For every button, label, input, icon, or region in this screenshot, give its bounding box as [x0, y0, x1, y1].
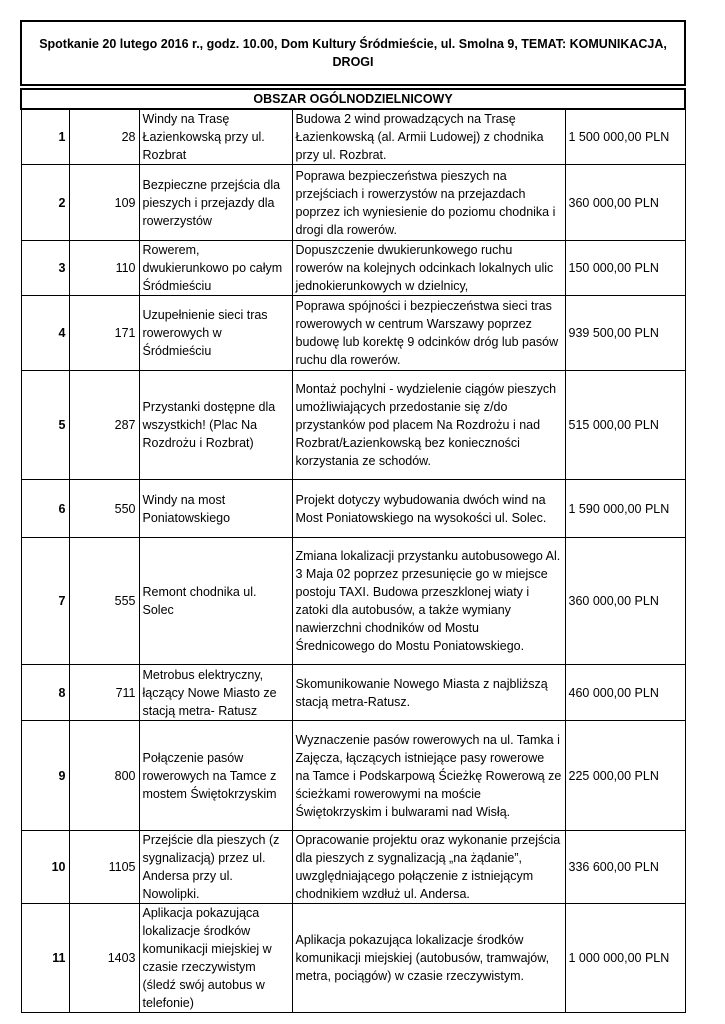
table-row — [21, 721, 685, 831]
project-cost: 1 590 000,00 PLN — [565, 480, 685, 538]
project-name: Połączenie pasów rowerowych na Tamce z mostem Świętokrzyskim — [139, 721, 292, 831]
row-number: 11 — [21, 904, 69, 1013]
row-number: 9 — [21, 721, 69, 831]
table-row — [21, 904, 685, 1013]
project-cost: 150 000,00 PLN — [565, 241, 685, 296]
table-row — [21, 165, 685, 241]
row-number: 5 — [21, 371, 69, 480]
table-row — [21, 296, 685, 371]
page-title: Spotkanie 20 lutego 2016 r., godz. 10.00, Dom Kultury Śródmieście, ul. Smolna 9, TEMAT: KOMUNIKACJA, DROGI — [21, 21, 685, 85]
project-id: 800 — [69, 721, 139, 831]
table-row — [21, 241, 685, 296]
project-id: 171 — [69, 296, 139, 371]
project-id: 555 — [69, 538, 139, 665]
row-number: 4 — [21, 296, 69, 371]
project-name: Bezpieczne przejścia dla pieszych i przejazdy dla rowerzystów — [139, 165, 292, 241]
project-description: Aplikacja pokazująca lokalizacje środków komunikacji miejskiej (autobusów, tramwajów, metra, pociągów) w czasie rzeczywistym. — [292, 904, 565, 1013]
table-row — [21, 109, 685, 165]
section-title: OBSZAR OGÓLNODZIELNICOWY — [21, 89, 685, 109]
project-description: Opracowanie projektu oraz wykonanie przejścia dla pieszych z sygnalizacją „na żądanie”, uwzględniającego połączenie z istniejącym chodnikiem wzdłuż ul. Andersa. — [292, 831, 565, 904]
table-row — [21, 665, 685, 721]
project-cost: 1 000 000,00 PLN — [565, 904, 685, 1013]
project-id: 1403 — [69, 904, 139, 1013]
title-row — [21, 21, 685, 85]
project-name: Metrobus elektryczny, łączący Nowe Miasto ze stacją metra- Ratusz — [139, 665, 292, 721]
project-name: Windy na Trasę Łazienkowską przy ul. Rozbrat — [139, 109, 292, 165]
project-id: 711 — [69, 665, 139, 721]
project-name: Przystanki dostępne dla wszystkich! (Plac Na Rozdrożu i Rozbrat) — [139, 371, 292, 480]
project-description: Poprawa spójności i bezpieczeństwa sieci tras rowerowych w centrum Warszawy poprzez budowę lub korektę 9 odcinków dróg lub pasów ruchu dla rowerów. — [292, 296, 565, 371]
row-number: 3 — [21, 241, 69, 296]
project-id: 550 — [69, 480, 139, 538]
project-id: 28 — [69, 109, 139, 165]
project-name: Remont chodnika ul. Solec — [139, 538, 292, 665]
project-name: Aplikacja pokazująca lokalizacje środków komunikacji miejskiej w czasie rzeczywistym (śledź swój autobus w telefonie) — [139, 904, 292, 1013]
project-cost: 1 500 000,00 PLN — [565, 109, 685, 165]
table-row — [21, 480, 685, 538]
project-id: 109 — [69, 165, 139, 241]
project-id: 1105 — [69, 831, 139, 904]
project-description: Dopuszczenie dwukierunkowego ruchu rowerów na kolejnych odcinkach lokalnych ulic jednokierunkowych w dzielnicy, — [292, 241, 565, 296]
row-number: 10 — [21, 831, 69, 904]
project-name: Uzupełnienie sieci tras rowerowych w Śródmieściu — [139, 296, 292, 371]
project-description: Wyznaczenie pasów rowerowych na ul. Tamka i Zajęcza, łączących istniejące pasy rowerowe na Tamce i Podskarpową Ścieżkę Rowerową ze ścieżkami rowerowymi na moście Świętokrzyskim i bulwarami nad Wisłą. — [292, 721, 565, 831]
project-name: Przejście dla pieszych (z sygnalizacją) przez ul. Andersa przy ul. Nowolipki. — [139, 831, 292, 904]
row-number: 1 — [21, 109, 69, 165]
row-number: 7 — [21, 538, 69, 665]
table-row — [21, 371, 685, 480]
project-cost: 360 000,00 PLN — [565, 538, 685, 665]
table-row — [21, 831, 685, 904]
project-cost: 225 000,00 PLN — [565, 721, 685, 831]
project-description: Zmiana lokalizacji przystanku autobusowego Al. 3 Maja 02 poprzez przesunięcie go w miejsce postoju TAXI. Budowa przeszklonej wiaty i zatoki dla autobusów, a także wymiany nawierzchni chodników od Mostu Średnicowego do Mostu Poniatowskiego. — [292, 538, 565, 665]
row-number: 2 — [21, 165, 69, 241]
row-number: 6 — [21, 480, 69, 538]
section-row — [21, 89, 685, 109]
project-id: 287 — [69, 371, 139, 480]
project-cost: 939 500,00 PLN — [565, 296, 685, 371]
project-description: Budowa 2 wind prowadzących na Trasę Łazienkowską (al. Armii Ludowej) z chodnika przy ul. Rozbrat. — [292, 109, 565, 165]
project-cost: 360 000,00 PLN — [565, 165, 685, 241]
project-description: Projekt dotyczy wybudowania dwóch wind na Most Poniatowskiego na wysokości ul. Solec. — [292, 480, 565, 538]
project-cost: 460 000,00 PLN — [565, 665, 685, 721]
project-id: 110 — [69, 241, 139, 296]
project-description: Montaż pochylni - wydzielenie ciągów pieszych umożliwiających przedostanie się z/do przystanków pod placem Na Rozdrożu i nad Rozbrat/Łazienkowską bez konieczności korzystania ze schodów. — [292, 371, 565, 480]
project-cost: 515 000,00 PLN — [565, 371, 685, 480]
table-row — [21, 538, 685, 665]
projects-table — [20, 20, 686, 1013]
project-name: Windy na most Poniatowskiego — [139, 480, 292, 538]
row-number: 8 — [21, 665, 69, 721]
project-description: Skomunikowanie Nowego Miasta z najbliższą stacją metra-Ratusz. — [292, 665, 565, 721]
project-cost: 336 600,00 PLN — [565, 831, 685, 904]
project-description: Poprawa bezpieczeństwa pieszych na przejściach i rowerzystów na przejazdach poprzez ich wyniesienie do poziomu chodnika i drogi dla rowerów. — [292, 165, 565, 241]
project-name: Rowerem, dwukierunkowo po całym Śródmieściu — [139, 241, 292, 296]
